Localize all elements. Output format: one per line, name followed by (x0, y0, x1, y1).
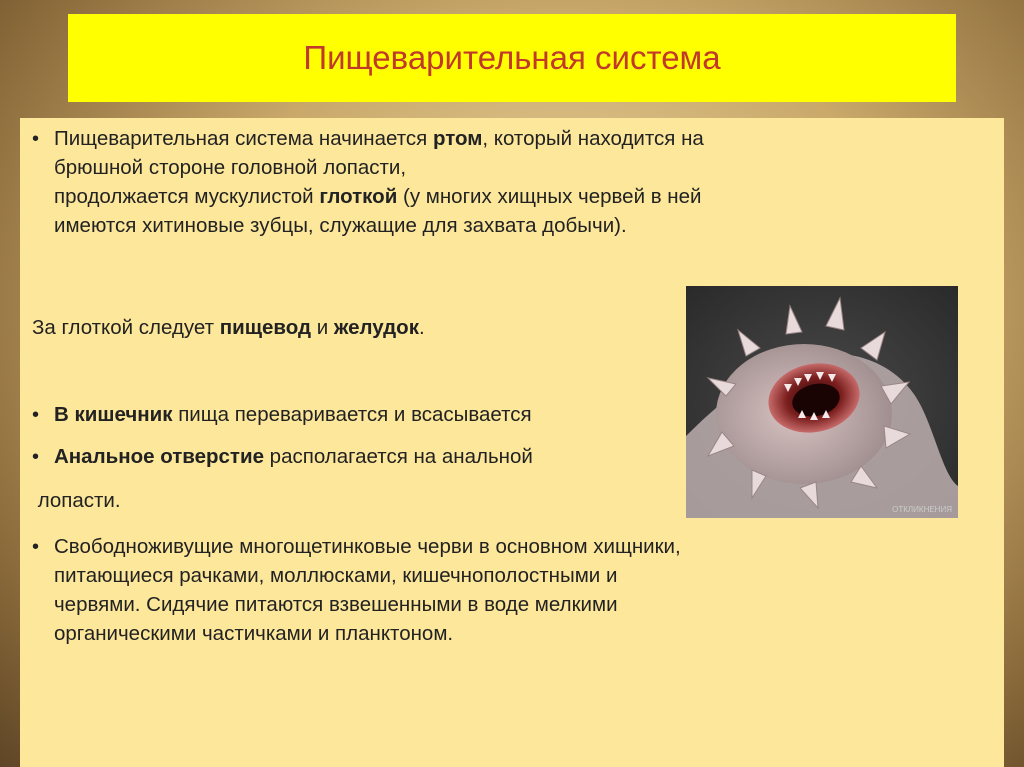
paragraph-5 (54, 532, 681, 648)
title-bar (68, 14, 956, 102)
p5-line-4: органическими частичками и планктоном. (54, 622, 454, 645)
photo-watermark: ОТКЛИКНЕНИЯ (892, 505, 952, 514)
bullet-marker: • (32, 404, 40, 426)
p5-line-1: Свободноживущие многощетинковые черви в основном хищники, (54, 535, 681, 558)
p1-line-3: продолжается мускулистой глоткой (у многих хищных червей в ней (54, 185, 702, 208)
bullet-marker: • (32, 446, 40, 468)
p5-line-3: червями. Сидячие питаются взвешенными в воде мелкими (54, 593, 618, 616)
worm-mouth-photo (686, 286, 958, 518)
paragraph-1 (54, 124, 704, 240)
paragraph-4: Анальное отверстие располагается на анальной (54, 445, 533, 468)
paragraph-4-line-2: лопасти. (32, 489, 121, 512)
p1-line-4: имеются хитиновые зубцы, служащие для захвата добычи). (54, 214, 627, 237)
slide-title: Пищеварительная система (303, 39, 721, 76)
bullet-marker: • (32, 128, 40, 150)
paragraph-2: За глоткой следует пищевод и желудок. (32, 316, 425, 339)
paragraph-3: В кишечник пища переваривается и всасывается (54, 403, 532, 426)
p1-line-1: Пищеварительная система начинается ртом, который находится на (54, 127, 704, 150)
bullet-marker: • (32, 536, 40, 558)
p1-line-2: брюшной стороне головной лопасти, (54, 156, 407, 179)
p5-line-2: питающиеся рачками, моллюсками, кишечнополостными и (54, 564, 618, 587)
